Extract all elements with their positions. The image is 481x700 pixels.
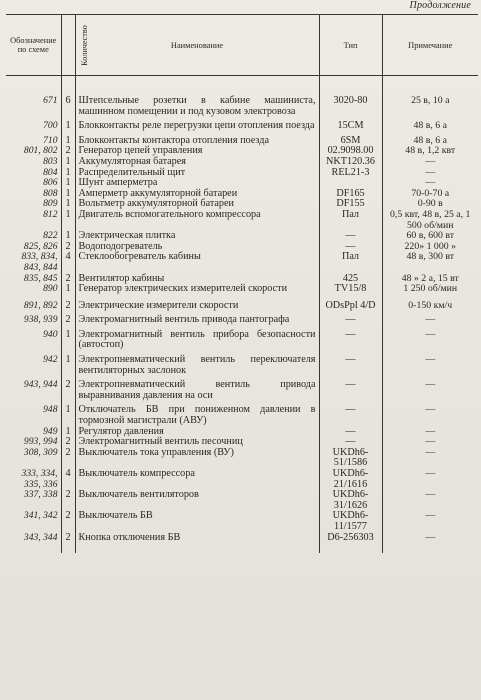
table-row <box>6 355 478 376</box>
note-cell: — <box>382 511 478 532</box>
code-cell: 993, 994 <box>23 436 58 448</box>
note-cell: 1 250 об/мин <box>382 284 478 295</box>
code-cell: 812 <box>43 208 58 220</box>
code-cell: 948 <box>43 404 58 416</box>
note-cell: 220» 1 000 » <box>382 242 478 253</box>
qty-cell: 2 <box>61 242 75 253</box>
code-cell: 808 <box>43 187 58 199</box>
code-cell: 801, 802 <box>23 145 58 157</box>
type-cell: REL21-3 <box>319 168 382 179</box>
qty-cell: 1 <box>61 330 75 351</box>
note-cell: — <box>382 490 478 511</box>
table-row <box>6 301 478 312</box>
qty-cell: 6 <box>61 96 75 117</box>
table-row <box>6 469 478 490</box>
code-cell: 938, 939 <box>23 314 58 326</box>
note-cell: 25 в, 10 а <box>382 96 478 117</box>
name-cell: Отключатель БВ при пониженном давлении в тормозной магистрали (АВУ) <box>75 405 319 426</box>
name-cell: Выключатель тока управления (ВУ) <box>75 448 319 469</box>
code-cell: 833, 834, 843, 844 <box>21 251 58 273</box>
type-cell: — <box>319 231 382 242</box>
note-cell: — <box>382 437 478 448</box>
name-cell: Электрическая плитка <box>75 231 319 242</box>
type-cell: 15СМ <box>319 121 382 132</box>
code-cell: 804 <box>43 166 58 178</box>
code-cell: 891, 892 <box>23 299 58 311</box>
note-cell: — <box>382 448 478 469</box>
name-cell: Выключатель компрессора <box>75 469 319 490</box>
header-qty: Количество <box>61 15 75 76</box>
note-cell: — <box>382 533 478 544</box>
note-cell: — <box>382 405 478 426</box>
type-cell: DF155 <box>319 199 382 210</box>
note-cell: — <box>382 469 478 490</box>
name-cell: Генератор цепей управления <box>75 146 319 157</box>
name-cell: Регулятор давления <box>75 427 319 438</box>
code-cell: 890 <box>43 283 58 295</box>
code-cell: 940 <box>43 328 58 340</box>
name-cell: Электромагнитный вентиль привода пантографа <box>75 315 319 326</box>
code-cell: 341, 342 <box>23 510 58 522</box>
qty-cell: 1 <box>61 189 75 200</box>
qty-cell: 4 <box>61 469 75 490</box>
name-cell: Амперметр аккумуляторной батареи <box>75 189 319 200</box>
code-cell: 308, 309 <box>23 446 58 458</box>
note-cell: — <box>382 178 478 189</box>
row-spacer <box>6 76 478 97</box>
name-cell: Кнопка отключения БВ <box>75 533 319 544</box>
code-cell: 671 <box>43 95 58 106</box>
qty-cell: 2 <box>61 490 75 511</box>
header-name: Наименование <box>75 15 319 76</box>
note-cell: — <box>382 330 478 351</box>
name-cell: Генератор электрических измерителей скорости <box>75 284 319 295</box>
note-cell: — <box>382 157 478 168</box>
type-cell: 425 <box>319 274 382 285</box>
qty-cell: 2 <box>61 315 75 326</box>
name-cell: Вольтметр аккумуляторной батареи <box>75 199 319 210</box>
name-cell: Выключатель БВ <box>75 511 319 532</box>
qty-cell: 2 <box>61 301 75 312</box>
type-cell: UKDh6-11/1577 <box>319 511 382 532</box>
name-cell: Стеклообогреватель кабины <box>75 252 319 273</box>
name-cell: Распределительный щит <box>75 168 319 179</box>
name-cell: Электромагнитный вентиль прибора безопасности (автостоп) <box>75 330 319 351</box>
name-cell: Выключатель вентиляторов <box>75 490 319 511</box>
note-cell: 48 в, 1,2 квт <box>382 146 478 157</box>
type-cell: Пал <box>319 252 382 273</box>
type-cell: — <box>319 242 382 253</box>
qty-cell: 1 <box>61 231 75 242</box>
table-row <box>6 210 478 231</box>
name-cell: Электромагнитный вентиль песочниц <box>75 437 319 448</box>
code-cell: 333, 334, 335, 336 <box>21 468 58 490</box>
code-cell: 835, 845 <box>23 272 58 284</box>
name-cell: Двигатель вспомогательного компрессора <box>75 210 319 231</box>
code-cell: 943, 944 <box>23 379 58 391</box>
table-header-row <box>6 15 478 76</box>
name-cell: Блокконтакты контактора отопления поезда <box>75 136 319 147</box>
type-cell: DF165 <box>319 189 382 200</box>
table-row <box>6 315 478 326</box>
code-cell: 822 <box>43 230 58 242</box>
qty-cell: 2 <box>61 533 75 544</box>
qty-cell: 4 <box>61 252 75 273</box>
type-cell: 02.9098.00 <box>319 146 382 157</box>
name-cell: Штепсельные розетки в кабине машиниста, машинном помещении и под кузовом электровоза <box>75 96 319 117</box>
code-cell: 343, 344 <box>23 531 58 543</box>
code-cell: 700 <box>43 120 58 132</box>
qty-cell: 2 <box>61 511 75 532</box>
type-cell: — <box>319 405 382 426</box>
code-cell: 710 <box>43 134 58 146</box>
note-cell: 70-0-70 а <box>382 189 478 200</box>
code-cell: 949 <box>43 425 58 437</box>
type-cell: 3020-80 <box>319 96 382 117</box>
note-cell: 0-90 в <box>382 199 478 210</box>
qty-cell: 1 <box>61 284 75 295</box>
table-row <box>6 490 478 511</box>
spec-table <box>6 14 478 553</box>
note-cell: 48 » 2 а, 15 вт <box>382 274 478 285</box>
note-cell: — <box>382 380 478 401</box>
type-cell: — <box>319 355 382 376</box>
qty-cell: 1 <box>61 355 75 376</box>
header-code: Обозначение по схеме <box>6 15 61 76</box>
qty-cell: 1 <box>61 405 75 426</box>
table-row <box>6 511 478 532</box>
qty-cell: 2 <box>61 448 75 469</box>
note-cell: 48 в, 6 а <box>382 121 478 132</box>
name-cell: Аккумуляторная батарея <box>75 157 319 168</box>
name-cell: Электрические измерители скорости <box>75 301 319 312</box>
note-cell: 0,5 квт, 48 в, 25 а, 1 500 об/мин <box>382 210 478 231</box>
table-row <box>6 168 478 179</box>
qty-cell: 1 <box>61 136 75 147</box>
table-row <box>6 533 478 544</box>
note-cell: 48 в, 300 вт <box>382 252 478 273</box>
code-cell: 806 <box>43 177 58 189</box>
code-cell: 825, 826 <box>23 240 58 252</box>
type-cell: NKT120.36 <box>319 157 382 168</box>
table-row <box>6 405 478 426</box>
type-cell: — <box>319 315 382 326</box>
type-cell: 6SM <box>319 136 382 147</box>
qty-cell: 1 <box>61 178 75 189</box>
note-cell: — <box>382 427 478 438</box>
type-cell: — <box>319 437 382 448</box>
note-cell: — <box>382 315 478 326</box>
table-row <box>6 96 478 117</box>
name-cell: Электропневматический вентиль привода выравнивания давления на оси <box>75 380 319 401</box>
continuation-label: Продолжение <box>409 0 471 11</box>
table-row <box>6 121 478 132</box>
note-cell: — <box>382 168 478 179</box>
type-cell: D6-256303 <box>319 533 382 544</box>
qty-cell: 2 <box>61 274 75 285</box>
header-note: Примечание <box>382 15 478 76</box>
table-row <box>6 284 478 295</box>
name-cell: Вентилятор кабины <box>75 274 319 285</box>
type-cell: — <box>319 380 382 401</box>
qty-cell: 1 <box>61 210 75 231</box>
code-cell: 942 <box>43 354 58 366</box>
note-cell: — <box>382 355 478 376</box>
note-cell: 48 в, 6 а <box>382 136 478 147</box>
name-cell: Шунт амперметра <box>75 178 319 189</box>
qty-cell: 2 <box>61 437 75 448</box>
row-spacer <box>6 543 478 553</box>
code-cell: 337, 338 <box>23 489 58 501</box>
type-cell: — <box>319 427 382 438</box>
qty-cell: 1 <box>61 157 75 168</box>
table-row <box>6 178 478 189</box>
name-cell: Водоподогреватель <box>75 242 319 253</box>
table-row <box>6 437 478 448</box>
table-row <box>6 448 478 469</box>
table-row <box>6 330 478 351</box>
code-cell: 803 <box>43 155 58 167</box>
type-cell: UKDh6-51/1586 <box>319 448 382 469</box>
table-row <box>6 252 478 273</box>
qty-cell: 2 <box>61 146 75 157</box>
note-cell: 0-150 км/ч <box>382 301 478 312</box>
name-cell: Блокконтакты реле перегрузки цепи отопления поезда <box>75 121 319 132</box>
type-cell: UKDh6-31/1626 <box>319 490 382 511</box>
type-cell: ODsPpl 4/D <box>319 301 382 312</box>
qty-cell: 2 <box>61 380 75 401</box>
name-cell: Электропневматический вентиль переключателя вентиляторных заслонок <box>75 355 319 376</box>
code-cell: 809 <box>43 198 58 210</box>
table-row <box>6 146 478 157</box>
table-row <box>6 157 478 168</box>
qty-cell: 1 <box>61 199 75 210</box>
table-row <box>6 189 478 200</box>
qty-cell: 1 <box>61 168 75 179</box>
table-row <box>6 380 478 401</box>
qty-cell: 1 <box>61 121 75 132</box>
qty-cell: 1 <box>61 427 75 438</box>
type-cell: — <box>319 330 382 351</box>
note-cell: 60 в, 600 вт <box>382 231 478 242</box>
header-type: Тип <box>319 15 382 76</box>
type-cell: TV15/8 <box>319 284 382 295</box>
type-cell: UKDh6-21/1616 <box>319 469 382 490</box>
type-cell: Пал <box>319 210 382 231</box>
